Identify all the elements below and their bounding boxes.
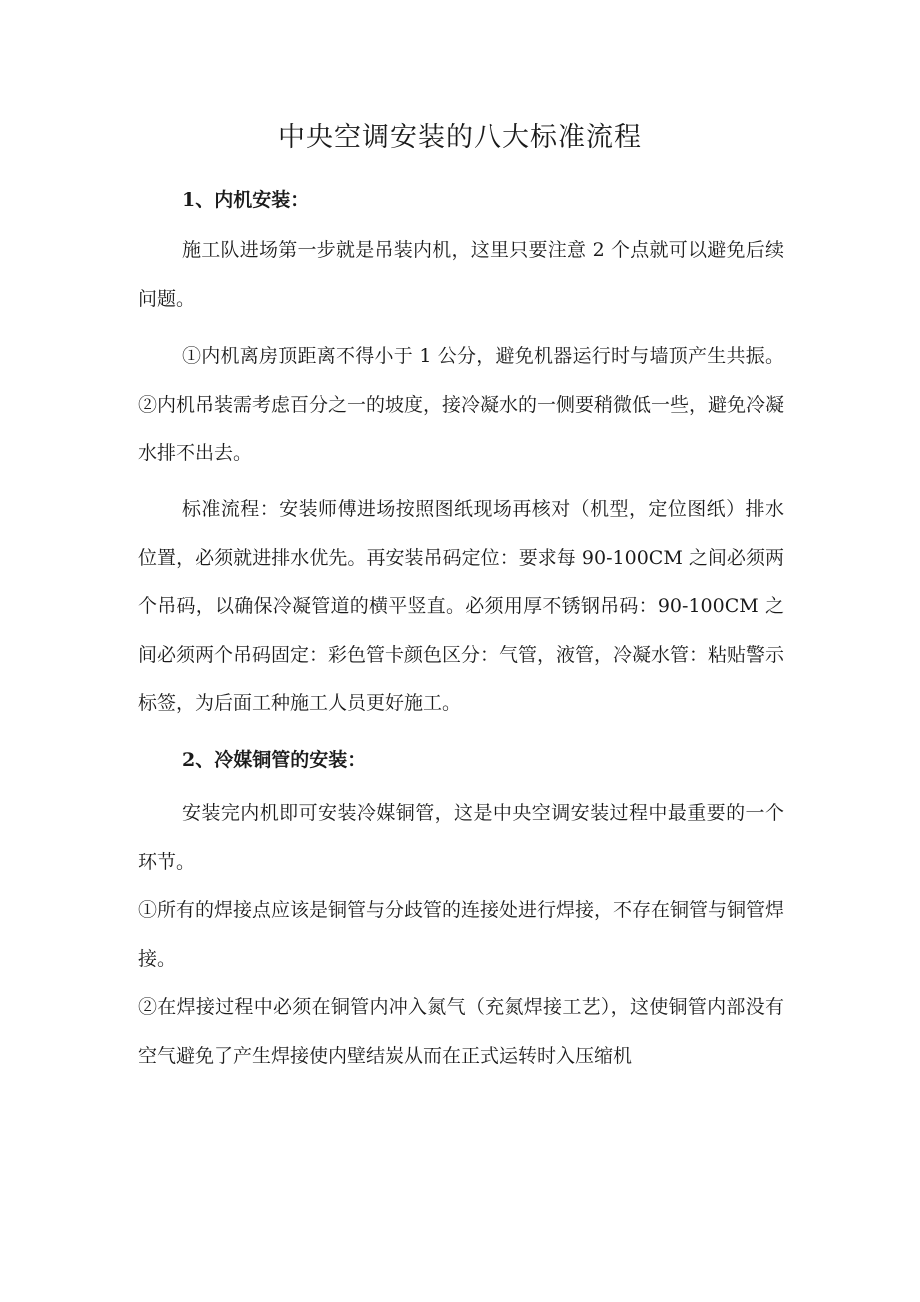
paragraph: 安装完内机即可安装冷媒铜管，这是中央空调安装过程中最重要的一个环节。 [138,802,784,873]
paragraph: ①所有的焊接点应该是铜管与分歧管的连接处进行焊接，不存在铜管与铜管焊接。 [138,899,785,970]
paragraph: 施工队进场第一步就是吊装内机，这里只要注意 2 个点就可以避免后续问题。 [138,239,784,310]
document-title: 中央空调安装的八大标准流程 [278,122,642,153]
section-heading-copper-pipe: 2、冷媒铜管的安装： [182,749,367,771]
paragraph: 标准流程：安装师傅进场按照图纸现场再核对（机型，定位图纸）排水位置，必须就进排水优先。再安装吊码定位：要求每 90-100CM 之间必须两个吊码，以确保冷凝管道的横平竖直。必须用厚不锈钢吊码：90-100CM 之间必须两个吊码固定：彩色管卡颜色区分：气管，液管，冷凝水管：粘贴警示标签，为后面工种施工人员更好施工。 [138,498,785,714]
section-heading-indoor-unit: 1、内机安装： [182,189,310,211]
paragraph: ①内机离房顶距离不得小于 1 公分，避免机器运行时与墙顶产生共振。②内机吊装需考虑百分之一的坡度，接冷凝水的一侧要稍微低一些，避免冷凝水排不出去。 [138,345,785,464]
paragraph: ②在焊接过程中必须在铜管内冲入氮气（充氮焊接工艺），这使铜管内部没有空气避免了产生焊接使内壁结炭从而在正式运转时入压缩机 [138,996,784,1067]
